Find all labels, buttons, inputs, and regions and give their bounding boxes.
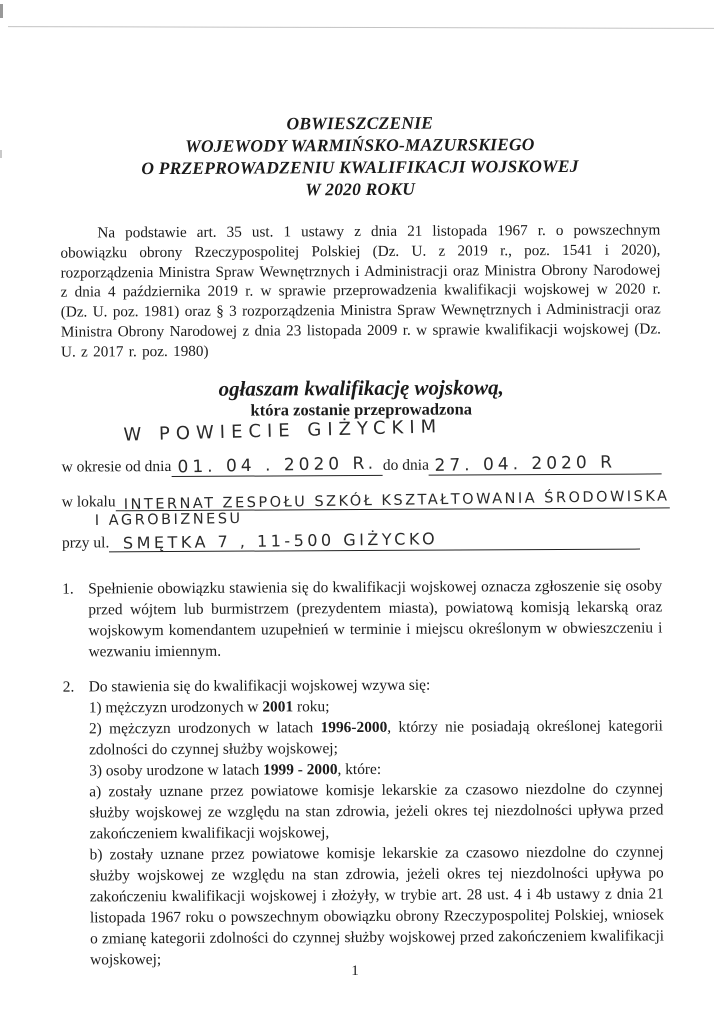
page-number: 1 xyxy=(351,963,359,979)
street-row xyxy=(62,529,662,552)
handwritten-date-to: 27. 04. 2020 R xyxy=(434,452,617,476)
street-label: przy ul. xyxy=(61,534,110,552)
handwritten-venue-line2: I AGROBIZNESU xyxy=(94,510,243,529)
title-line-4: W 2020 ROKU xyxy=(305,178,416,200)
street-field xyxy=(109,529,640,552)
item-2-sub1 xyxy=(89,694,663,718)
item-2-sub3b: b) zostały uznane przez powiatowe komisje lekarskie za czasowo niezdolne do czynnej służby wojskowej ze względu na stan zdrowia, jeżeli okres tej niezdolności upływa po zakończeniu kwalifikacji wojskowej i złożyły, w trybie art. 28 ust. 4 i 4b ustawy z dnia 21 listopada 1967 roku o powszechnym obowiązku obrony Rzeczypospolitej Polskiej, wniosek o zmianę kategorii zdolności do czynnej służby wojskowej przed zakończeniem kwalifikacji wojskowej; xyxy=(89,843,665,969)
handwritten-date-from: 01. 04 . 2020 R. xyxy=(177,453,378,478)
period-to-label: do dnia xyxy=(382,456,430,474)
scan-artifact-line xyxy=(8,26,714,29)
period-row xyxy=(62,453,662,477)
sub3-pre: 3) osoby urodzone w latach xyxy=(89,761,264,780)
item-2 xyxy=(63,673,665,970)
venue-row-continuation xyxy=(62,508,662,529)
sub3-years: 1999 - 2000 xyxy=(263,760,338,779)
title-line-2: WOJEWODY WARMIŃSKO-MAZURSKIEGO xyxy=(185,134,535,156)
item-2-sub3a: a) zostały uznane przez powiatowe komisje lekarskie za czasowo niezdolne do czynnej służby wojskowej ze względu na stan zdrowia, jeżeli okres tej niezdolności upływa przed zakończeniem kwalifikacji wojskowej, xyxy=(89,780,664,843)
numbered-items xyxy=(62,575,664,970)
handwritten-venue-line1: INTERNAT ZESPOŁU SZKÓŁ KSZTAŁTOWANIA ŚRODOWISKA xyxy=(123,488,670,513)
venue-field xyxy=(116,488,670,513)
document-content xyxy=(60,110,670,984)
sub2-pre: 2) mężczyzn urodzonych w latach xyxy=(88,718,321,738)
sub1-pre: 1) mężczyzn urodzonych w xyxy=(88,698,263,717)
handwritten-street: SMĘTKA 7 , 11-500 GIŻYCKO xyxy=(123,528,439,553)
title-line-1: OBWIESZCZENIE xyxy=(286,112,434,134)
period-from-field xyxy=(171,455,383,477)
item-1 xyxy=(62,575,662,662)
item-2-body xyxy=(89,673,665,970)
announcement-heading: ogłaszam kwalifikację wojskową, xyxy=(218,375,504,401)
venue-label: w lokalu xyxy=(61,493,116,511)
sub2-post: , którzy nie posiadają określonej kategorii zdolności do czynnej służby wojskowej; xyxy=(89,717,663,759)
announcement-subheading: która zostanie przeprowadzona xyxy=(250,399,473,420)
sub1-year: 2001 xyxy=(262,698,294,716)
scan-artifact-mark xyxy=(0,4,3,18)
period-from-label: w okresie od dnia xyxy=(61,457,172,476)
sub1-post: roku; xyxy=(293,697,330,716)
item-1-number: 1. xyxy=(62,580,74,598)
item-2-lead: Do stawienia się do kwalifikacji wojskowej wzywa się: xyxy=(88,676,431,696)
sub3-post: , które: xyxy=(337,760,382,778)
venue-row xyxy=(61,488,670,513)
title-line-3: O PRZEPROWADZENIU KWALIFIKACJI WOJSKOWEJ xyxy=(141,155,579,179)
item-1-text: Spełnienie obowiązku stawienia się do kwalifikacji wojskowej oznacza zgłoszenie się osoby przed wójtem lub burmistrzem (prezydentem miasta), powiatową komisją lekarską oraz wojskowym komendantem uzupełnień w terminie i miejscu określonym w obwieszczeniu i wezwaniu imiennym. xyxy=(88,577,663,661)
document-title xyxy=(60,110,660,201)
item-2-sub3 xyxy=(89,757,663,781)
period-to-field xyxy=(429,453,662,475)
handwritten-county: W POWIECIE GIŻYCKIM xyxy=(123,416,443,446)
sub2-years: 1996-2000 xyxy=(320,718,388,736)
item-2-number: 2. xyxy=(62,678,75,696)
item-2-sub2 xyxy=(89,715,663,760)
legal-basis-paragraph: Na podstawie art. 35 ust. 1 ustawy z dnia 21 listopada 1967 r. o powszechnym obowiązku obrony Rzeczypospolitej Polskiej (Dz. U. z 2019 r., poz. 1541 i 2020), rozporządzenia Ministra Spraw Wewnętrznych i Administracji oraz Ministra Obrony Narodowej z dnia 4 października 2019 r. w sprawie przeprowadzenia kwalifikacji wojskowej w 2020 r. (Dz. U. poz. 1981) oraz § 3 rozporządzenia Ministra Spraw Wewnętrznych i Administracji oraz Ministra Obrony Narodowej z dnia 23 listopada 2009 r. w sprawie kwalifikacji wojskowej (Dz. U. z 2017 r. poz. 1980) xyxy=(60,221,661,361)
scan-artifact-mark xyxy=(0,150,2,158)
